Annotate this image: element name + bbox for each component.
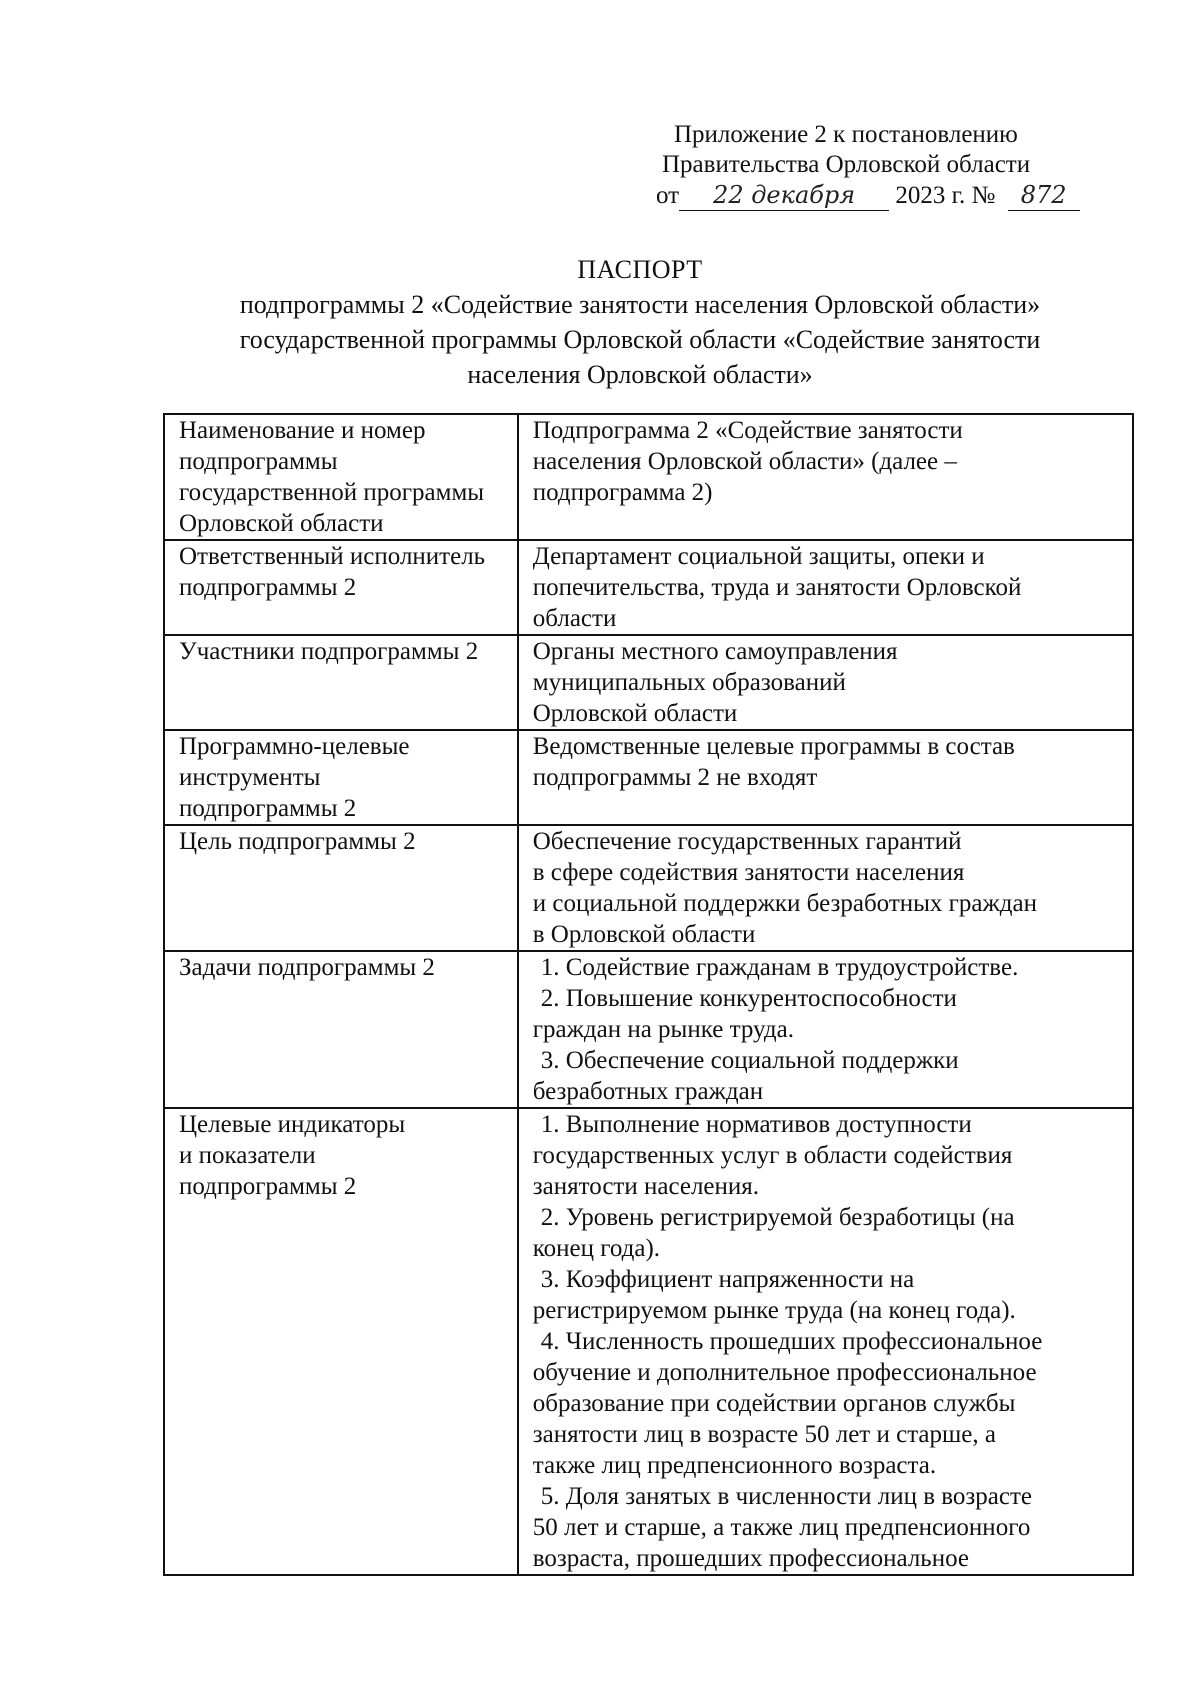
list-item: 5. Доля занятых в численности лиц в возрасте 50 лет и старше, а также лиц предпенсионного возраста, прошедших профессиональное (532, 1483, 1032, 1572)
title-line-3: населения Орловской области» (467, 360, 813, 389)
row-label (164, 414, 518, 540)
title-line-1: подпрограммы 2 «Содействие занятости населения Орловской области» (239, 290, 1041, 319)
list-item: 4. Численность прошедших профессиональное обучение и дополнительное профессиональное образование при содействии органов службы занятости лиц в возрасте 50 лет и старше, а также лиц предпенсионного возраста. (532, 1328, 1043, 1479)
row-value-text: Обеспечение государственных гарантий в сфере содействия занятости населения и социальной поддержки безработных граждан в Орловской области (532, 828, 1037, 948)
handwritten-number: 872 (1008, 180, 1080, 211)
date-prefix: от (656, 182, 680, 209)
row-label-text: Ответственный исполнитель подпрограммы 2 (179, 543, 486, 601)
row-label-text: Наименование и номер подпрограммы государственной программы Орловской области (179, 417, 485, 537)
appendix-line-2: Правительства Орловской области (662, 151, 1031, 178)
appendix-line-1: Приложение 2 к постановлению (674, 121, 1018, 148)
table-row (164, 635, 1133, 730)
row-value-text: Органы местного самоуправления муниципальных образований Орловской области (532, 638, 898, 727)
indicators-list (533, 1109, 1124, 1574)
row-label (164, 825, 518, 951)
row-value (518, 540, 1133, 635)
table-row (164, 951, 1133, 1108)
appendix-header (640, 120, 1110, 211)
table-row (164, 540, 1133, 635)
document-title (150, 252, 1130, 392)
row-value (518, 951, 1133, 1108)
row-label-text: Участники подпрограммы 2 (179, 638, 479, 665)
table-row (164, 825, 1133, 951)
tasks-list (533, 952, 1124, 1107)
row-value (518, 1108, 1133, 1575)
table-row (164, 414, 1133, 540)
row-label (164, 730, 518, 825)
table-row (164, 730, 1133, 825)
row-label (164, 951, 518, 1108)
row-label-text: Целевые индикаторы и показатели подпрограммы 2 (179, 1111, 406, 1200)
row-value (518, 414, 1133, 540)
list-item: 2. Уровень регистрируемой безработицы (на конец года). (532, 1204, 1015, 1262)
row-value (518, 825, 1133, 951)
title-line-2: государственной программы Орловской области «Содействие занятости (239, 325, 1041, 354)
list-item: 1. Выполнение нормативов доступности государственных услуг в области содействия занятости населения. (532, 1111, 1013, 1200)
list-item: 3. Обеспечение социальной поддержки безработных граждан (532, 1047, 959, 1105)
row-value-text: Департамент социальной защиты, опеки и попечительства, труда и занятости Орловской области (532, 543, 1022, 632)
row-value-text: Подпрограмма 2 «Содействие занятости населения Орловской области» (далее – подпрограмма 2) (532, 417, 963, 506)
passport-table (163, 413, 1134, 1576)
row-label (164, 540, 518, 635)
row-value-text: Ведомственные целевые программы в состав подпрограммы 2 не входят (532, 733, 1015, 791)
handwritten-date: 22 декабря (679, 180, 889, 211)
row-label-text: Задачи подпрограммы 2 (179, 954, 435, 981)
row-label-text: Цель подпрограммы 2 (179, 828, 416, 855)
row-label-text: Программно-целевые инструменты подпрограммы 2 (179, 733, 410, 822)
year-label: 2023 г. № (895, 182, 996, 209)
title-heading: ПАСПОРТ (577, 255, 703, 284)
list-item: 2. Повышение конкурентоспособности граждан на рынке труда. (532, 985, 957, 1043)
list-item: 3. Коэффициент напряженности на регистрируемом рынке труда (на конец года). (532, 1266, 1016, 1324)
list-item: 1. Содействие гражданам в трудоустройстве. (540, 954, 1019, 981)
row-label (164, 1108, 518, 1575)
appendix-date-line (640, 180, 1110, 211)
table-row (164, 1108, 1133, 1575)
row-value (518, 635, 1133, 730)
row-label (164, 635, 518, 730)
row-value (518, 730, 1133, 825)
